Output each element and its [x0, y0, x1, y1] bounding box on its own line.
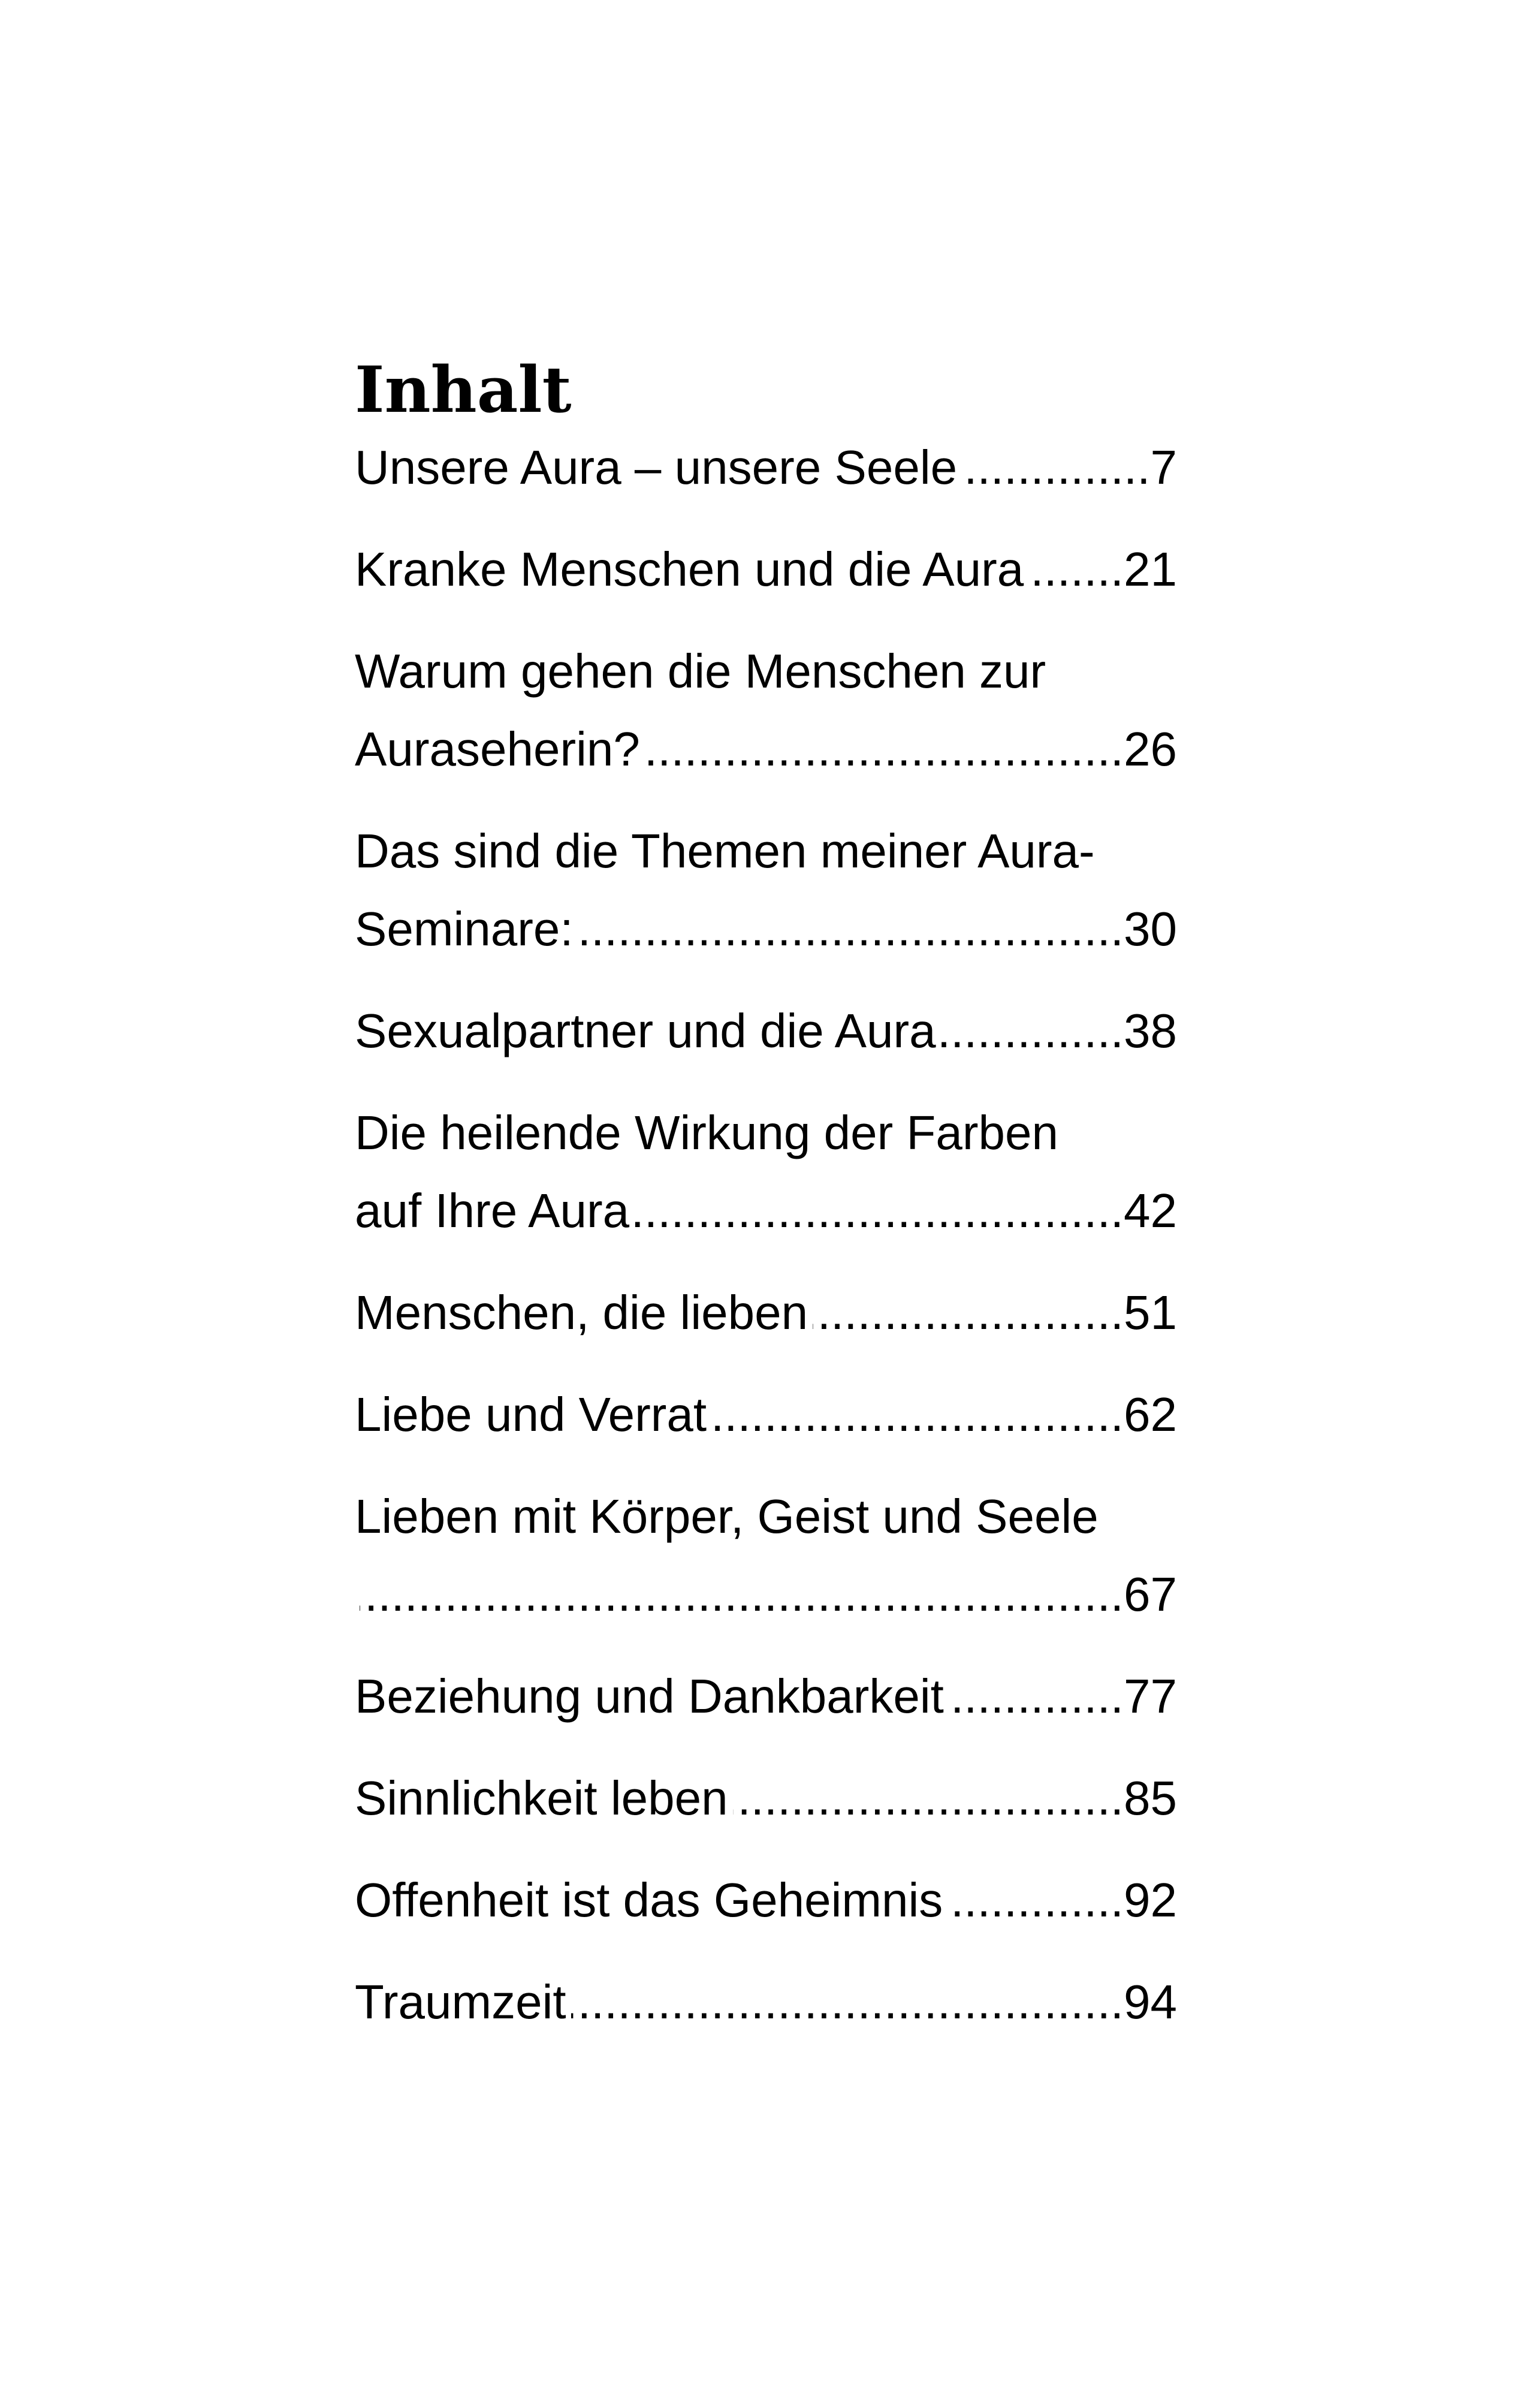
toc-entry-title: Menschen, die lieben	[355, 1286, 808, 1339]
toc-entry	[355, 1478, 1177, 1634]
toc-entry-title: Auraseherin?	[355, 722, 640, 776]
toc-entry-page: 38	[1124, 1004, 1177, 1057]
toc-entry-title: Traumzeit	[355, 1975, 566, 2029]
toc-entry-title-line1: Warum gehen die Menschen zur	[355, 644, 1046, 698]
toc-leader-dots	[728, 1759, 1124, 1837]
toc-leader-dots	[957, 429, 1150, 507]
toc-entry	[355, 992, 1177, 1070]
toc-entry	[355, 1759, 1177, 1837]
toc-entry	[355, 531, 1177, 608]
toc-list	[355, 429, 1177, 2041]
toc-entry	[355, 632, 1177, 788]
toc-entry	[355, 1376, 1177, 1454]
toc-entry-page: 30	[1124, 902, 1177, 956]
toc-leader-dots	[566, 1963, 1124, 2041]
toc-entry	[355, 812, 1177, 968]
toc-leader-dots	[1024, 531, 1124, 608]
toc-entry	[355, 1094, 1177, 1250]
toc-leader-dots	[943, 1861, 1124, 1939]
toc-entry-page: 67	[1124, 1568, 1177, 1621]
toc-entry-title: Liebe und Verrat	[355, 1388, 707, 1441]
toc-entry-page: 62	[1124, 1388, 1177, 1441]
toc-entry-title: auf Ihre Aura	[355, 1184, 630, 1237]
toc-entry	[355, 1274, 1177, 1352]
toc-entry-title: Sexualpartner und die Aura	[355, 1004, 936, 1057]
toc-entry-page: 92	[1124, 1873, 1177, 1927]
toc-entry-page: 94	[1124, 1975, 1177, 2029]
toc-entry	[355, 1963, 1177, 2041]
toc-leader-dots	[808, 1274, 1124, 1352]
toc-entry-page: 85	[1124, 1771, 1177, 1825]
toc-entry-title: Sinnlichkeit leben	[355, 1771, 728, 1825]
toc-entry-title: Seminare:	[355, 902, 574, 956]
toc-entry-page: 42	[1124, 1184, 1177, 1237]
toc-entry-title-line1: Lieben mit Körper, Geist und Seele	[355, 1490, 1099, 1543]
toc-entry	[355, 1657, 1177, 1735]
toc-entry-title: Kranke Menschen und die Aura	[355, 543, 1024, 596]
toc-entry-page: 26	[1124, 722, 1177, 776]
toc-title: Inhalt	[355, 352, 572, 427]
toc-entry-title: Offenheit ist das Geheimnis	[355, 1873, 943, 1927]
toc-leader-dots	[944, 1657, 1124, 1735]
toc-entry	[355, 1861, 1177, 1939]
toc-entry-page: 21	[1124, 543, 1177, 596]
toc-leader-dots	[629, 1172, 1124, 1250]
toc-leader-dots	[640, 710, 1124, 788]
toc-entry-page: 77	[1124, 1669, 1177, 1723]
toc-entry-page: 51	[1124, 1286, 1177, 1339]
toc-entry-title: Unsere Aura – unsere Seele	[355, 441, 958, 494]
toc-entry	[355, 429, 1177, 507]
toc-leader-dots	[355, 1556, 1124, 1634]
toc-entry-page: 7	[1150, 441, 1177, 494]
toc-leader-dots	[574, 890, 1124, 968]
toc-leader-dots	[707, 1376, 1124, 1454]
toc-leader-dots	[936, 992, 1124, 1070]
toc-entry-title: Beziehung und Dankbarkeit	[355, 1669, 944, 1723]
toc-entry-title-line1: Das sind die Themen meiner Aura-	[355, 824, 1095, 878]
table-of-contents	[355, 351, 1177, 2041]
toc-entry-title-line1: Die heilende Wirkung der Farben	[355, 1106, 1058, 1159]
